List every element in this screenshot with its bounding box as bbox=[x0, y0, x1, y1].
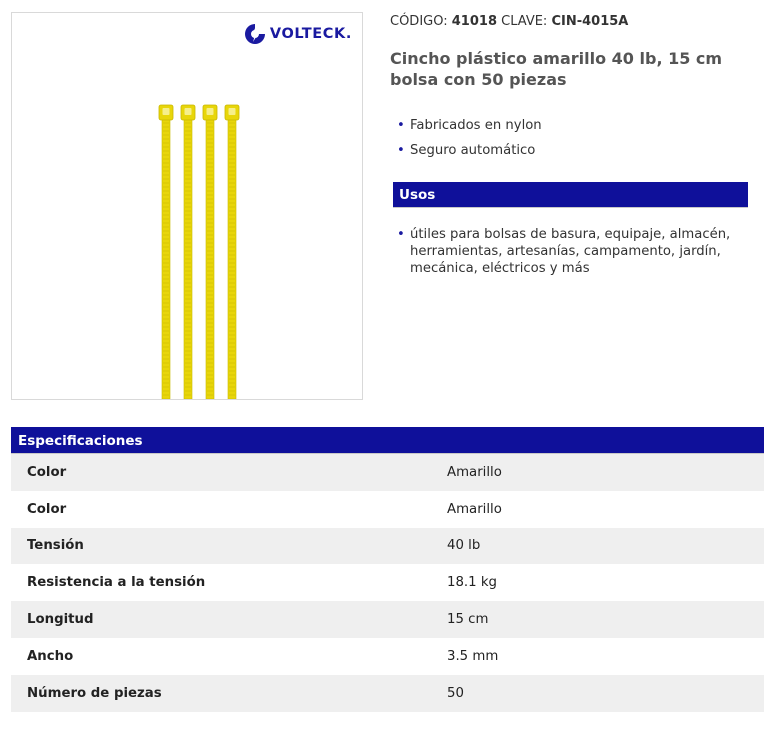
table-row bbox=[11, 675, 764, 712]
product-code-line bbox=[390, 14, 628, 29]
spec-name: Tensión bbox=[27, 538, 84, 554]
brand-logo bbox=[244, 23, 352, 45]
bullet-icon: • bbox=[397, 118, 405, 133]
cable-tie bbox=[159, 105, 173, 399]
cable-tie bbox=[225, 105, 239, 399]
spec-name: Color bbox=[27, 464, 67, 480]
brand-name: VOLTECK. bbox=[269, 26, 352, 42]
spec-value: 40 lb bbox=[447, 538, 481, 554]
spec-rows bbox=[11, 454, 764, 712]
list-item-text: útiles para bolsas de basura, equipaje, almacén, herramientas, artesanías, campamento, jardín, mecánica, eléctricos y más bbox=[410, 227, 731, 276]
spec-name: Número de piezas bbox=[27, 685, 162, 701]
uses-header: Usos bbox=[393, 182, 748, 208]
code-label: CÓDIGO: bbox=[390, 14, 448, 29]
spec-value: 15 cm bbox=[447, 612, 489, 628]
cable-tie bbox=[181, 105, 195, 399]
spec-value: 3.5 mm bbox=[447, 648, 499, 664]
specifications-header: Especificaciones bbox=[11, 427, 764, 454]
table-row bbox=[11, 564, 764, 601]
product-key: CIN-4015A bbox=[551, 14, 629, 29]
spec-name: Longitud bbox=[27, 612, 94, 628]
spec-name: Ancho bbox=[27, 648, 74, 664]
product-title: Cincho plástico amarillo 40 lb, 15 cm bolsa con 50 piezas bbox=[390, 49, 723, 89]
spec-value: Amarillo bbox=[447, 464, 502, 480]
table-row bbox=[11, 528, 764, 565]
key-label: CLAVE: bbox=[501, 14, 548, 29]
list-item bbox=[397, 117, 542, 134]
uses-list bbox=[397, 226, 737, 277]
feature-list bbox=[397, 117, 542, 167]
spec-name: Color bbox=[27, 501, 67, 517]
spec-value: Amarillo bbox=[447, 501, 502, 517]
bullet-icon: • bbox=[397, 143, 405, 158]
list-item bbox=[397, 226, 737, 277]
spec-name: Resistencia a la tensión bbox=[27, 575, 206, 591]
specifications-table bbox=[11, 427, 764, 712]
spec-value: 50 bbox=[447, 685, 464, 701]
table-row bbox=[11, 601, 764, 638]
cable-tie bbox=[203, 105, 217, 399]
bullet-icon: • bbox=[397, 227, 405, 242]
table-row bbox=[11, 454, 764, 491]
list-item-text: Fabricados en nylon bbox=[410, 118, 542, 133]
product-code: 41018 bbox=[451, 14, 497, 29]
volteck-logo-icon bbox=[244, 23, 266, 45]
table-row bbox=[11, 638, 764, 675]
list-item bbox=[397, 142, 542, 159]
cable-ties-illustration bbox=[154, 103, 244, 399]
list-item-text: Seguro automático bbox=[410, 143, 536, 158]
spec-value: 18.1 kg bbox=[447, 575, 497, 591]
product-image bbox=[11, 12, 363, 400]
table-row bbox=[11, 491, 764, 528]
